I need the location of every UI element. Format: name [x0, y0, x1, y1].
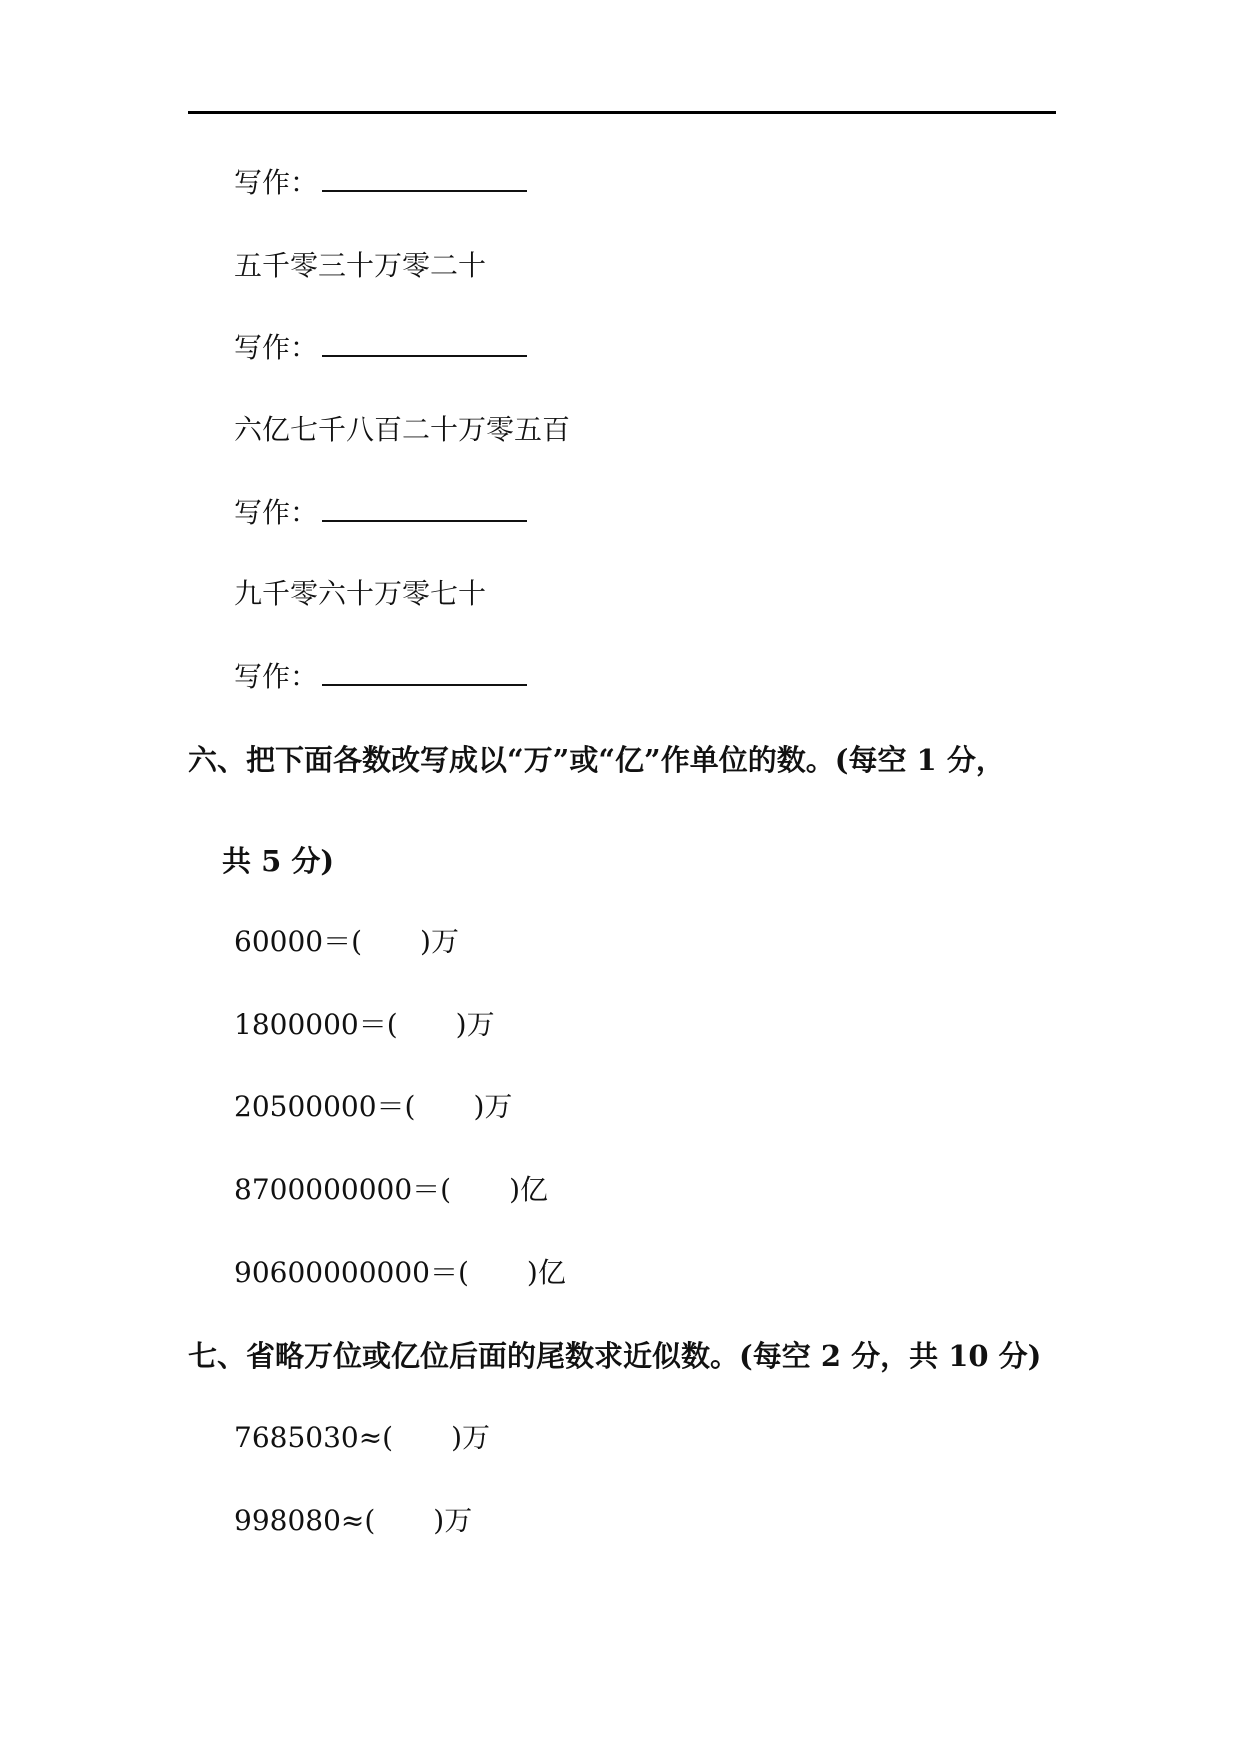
answer-blank[interactable] — [322, 658, 527, 686]
section6-title-line2: 共 5 分) — [222, 844, 335, 878]
item-unit: 万 — [444, 1504, 473, 1537]
approx-item-2 — [234, 1503, 472, 1539]
item-number: 1800000 — [234, 1008, 359, 1041]
item-close: ) — [451, 1421, 463, 1454]
answer-blank[interactable] — [322, 164, 527, 192]
item-close: ) — [526, 1256, 538, 1289]
conversion-item-3 — [234, 1089, 512, 1125]
item-unit: 万 — [466, 1008, 495, 1041]
number-words-2: 五千零三十万零二十 — [234, 249, 487, 282]
section7-title: 七、省略万位或亿位后面的尾数求近似数。(每空 2 分，共 10 分) — [188, 1339, 1042, 1373]
item-number: 90600000000 — [234, 1256, 430, 1289]
answer-blank[interactable] — [322, 494, 527, 522]
write-line-4 — [234, 658, 527, 695]
item-close: ) — [473, 1090, 485, 1123]
conversion-item-4 — [234, 1172, 548, 1208]
write-label: 写作： — [234, 496, 319, 529]
write-line-2 — [234, 329, 527, 366]
item-open: ＝( — [376, 1090, 416, 1123]
item-close: ) — [509, 1173, 521, 1206]
write-line-3 — [234, 494, 527, 531]
item-open: ＝( — [412, 1173, 452, 1206]
conversion-item-1 — [234, 924, 459, 960]
item-number: 8700000000 — [234, 1173, 413, 1206]
item-open: ≈( — [340, 1504, 376, 1537]
item-number: 60000 — [234, 925, 324, 958]
item-open: ≈( — [358, 1421, 394, 1454]
item-unit: 万 — [484, 1090, 513, 1123]
header-rule — [188, 111, 1056, 114]
item-unit: 亿 — [520, 1173, 549, 1206]
number-words-3: 六亿七千八百二十万零五百 — [234, 413, 571, 446]
number-words-4: 九千零六十万零七十 — [234, 577, 487, 610]
item-close: ) — [420, 925, 431, 958]
write-line-1 — [234, 164, 527, 201]
item-close: ) — [455, 1008, 467, 1041]
write-label: 写作： — [234, 660, 319, 693]
item-number: 998080 — [234, 1504, 341, 1537]
answer-blank[interactable] — [322, 329, 527, 357]
section6-title-line1: 六、把下面各数改写成以“万”或“亿”作单位的数。(每空 1 分， — [188, 743, 1005, 777]
item-number: 20500000 — [234, 1090, 377, 1123]
item-close: ) — [433, 1504, 445, 1537]
write-label: 写作： — [234, 166, 319, 199]
item-open: ＝( — [429, 1256, 469, 1289]
item-unit: 亿 — [537, 1256, 566, 1289]
item-open: ＝( — [323, 925, 363, 958]
write-label: 写作： — [234, 331, 319, 364]
item-unit: 万 — [462, 1421, 491, 1454]
conversion-item-2 — [234, 1007, 495, 1043]
item-open: ＝( — [358, 1008, 398, 1041]
approx-item-1 — [234, 1420, 490, 1456]
item-number: 7685030 — [234, 1421, 359, 1454]
item-unit: 万 — [430, 925, 459, 958]
conversion-item-5 — [234, 1255, 566, 1291]
